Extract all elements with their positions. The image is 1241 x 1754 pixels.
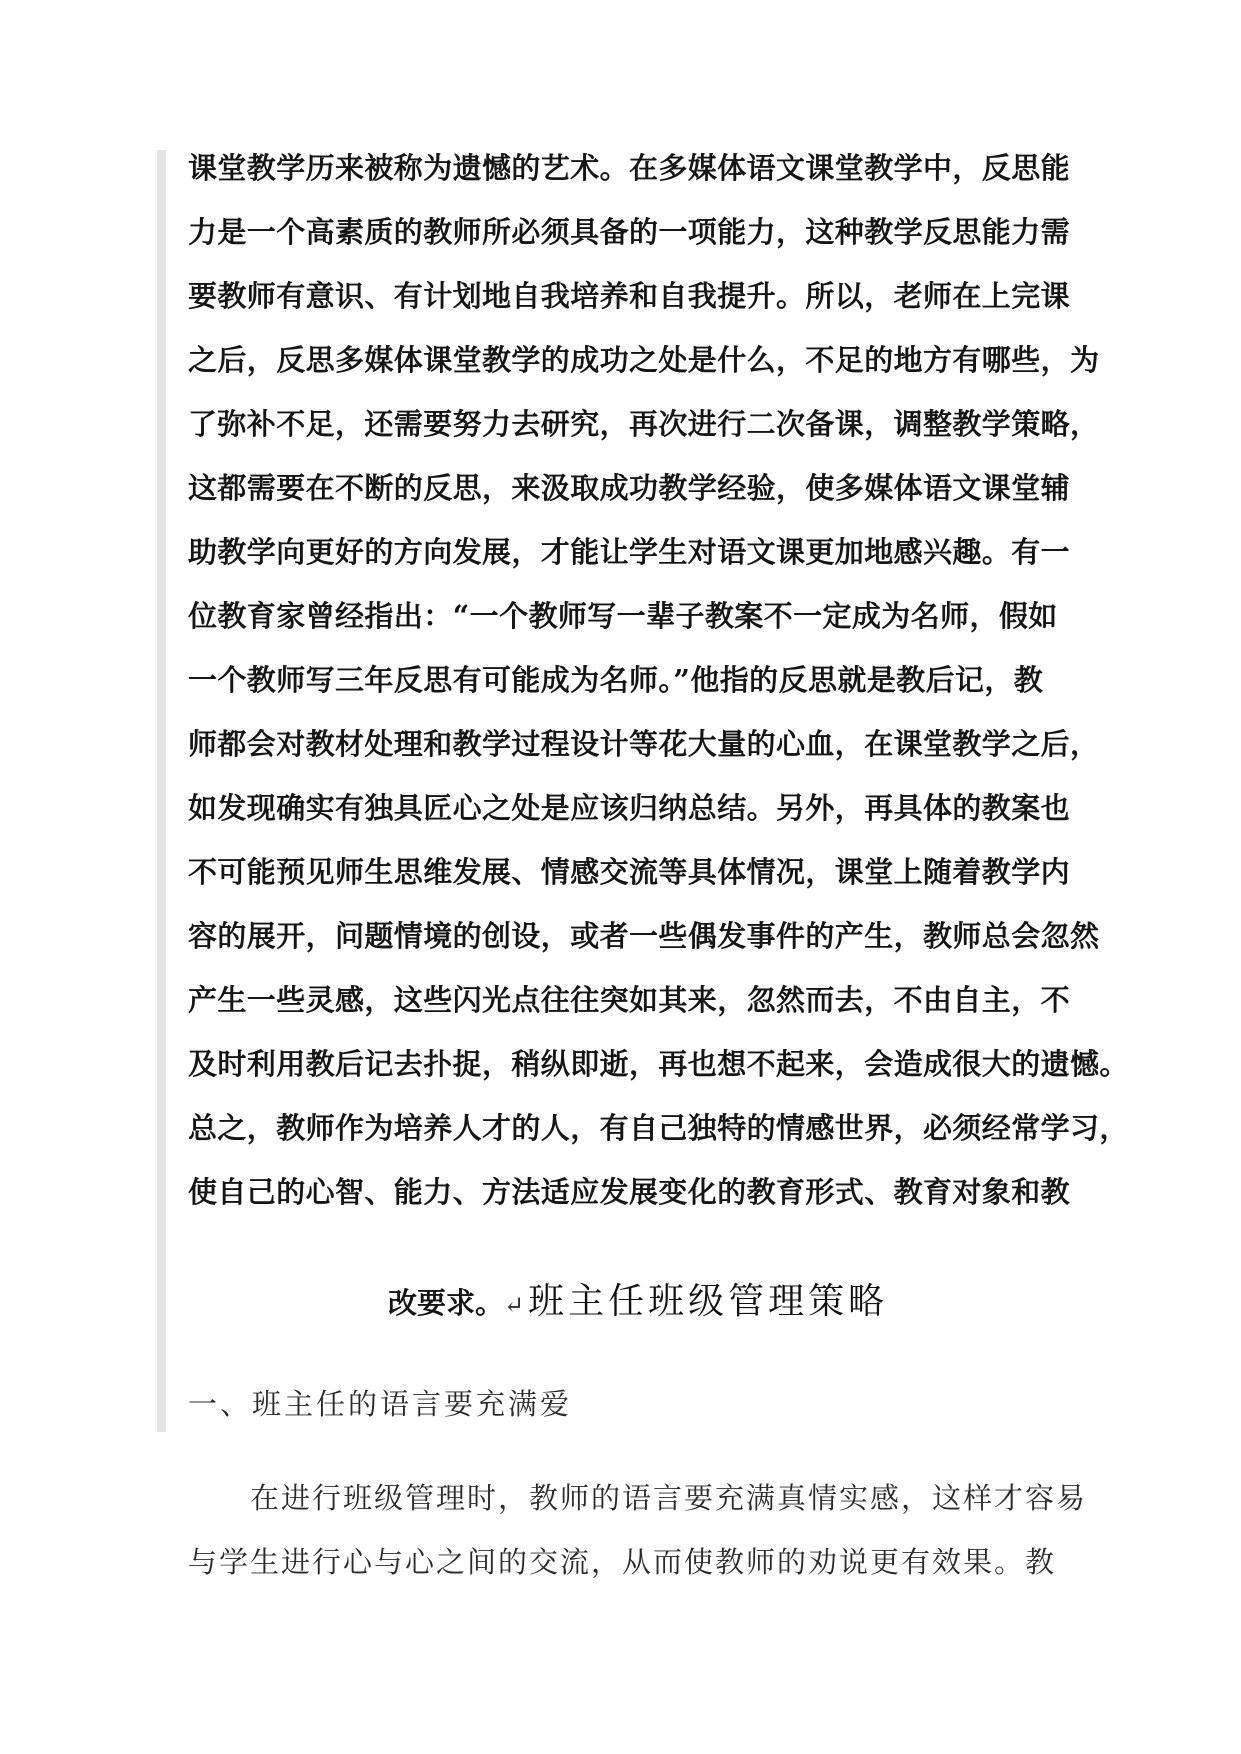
- paragraph-line-13: 容的展开，问题情境的创设，或者一些偶发事件的产生，教师总会忽然: [188, 919, 1100, 953]
- paragraph-line-17: 使自己的心智、能力、方法适应发展变化的教育形式、教育对象和教: [188, 1175, 1071, 1209]
- paragraph-line-11: 如发现确实有独具匠心之处是应该归纳总结。另外，再具体的教案也: [188, 791, 1071, 825]
- body-line-2: 与学生进行心与心之间的交流，从而使教师的劝说更有效果。教: [188, 1545, 1057, 1579]
- paragraph-line-4: 之后，反思多媒体课堂教学的成功之处是什么，不足的地方有哪些，为: [188, 343, 1100, 377]
- paragraph-line-1: 课堂教学历来被称为遗憾的艺术。在多媒体语文课堂教学中，反思能: [188, 151, 1071, 185]
- paragraph-line-7: 助教学向更好的方向发展，才能让学生对语文课更加地感兴趣。有一: [188, 535, 1071, 569]
- paragraph-line-6: 这都需要在不断的反思，来汲取成功教学经验，使多媒体语文课堂辅: [188, 471, 1071, 505]
- paragraph-line-9: 一个教师写三年反思有可能成为名师。”他指的反思就是教后记，教: [188, 663, 1044, 697]
- paragraph-line-15: 及时利用教后记去扑捉，稍纵即逝，再也想不起来，会造成很大的遗憾。: [188, 1047, 1129, 1081]
- paragraph-line-16: 总之，教师作为培养人才的人，有自己独特的情感世界，必须经常学习，: [188, 1111, 1129, 1145]
- left-margin-rule: [157, 150, 166, 1432]
- section-title: 班主任班级管理策略: [528, 1281, 889, 1322]
- body-line-1: 在进行班级管理时，教师的语言要充满真情实感，这样才容易: [188, 1481, 1088, 1515]
- paragraph-line-3: 要教师有意识、有计划地自我培养和自我提升。所以，老师在上完课: [188, 279, 1071, 313]
- paragraph-line-2: 力是一个高素质的教师所必须具备的一项能力，这种教学反思能力需: [188, 215, 1071, 249]
- paragraph-line-10: 师都会对教材处理和教学过程设计等花大量的心血，在课堂教学之后，: [188, 727, 1100, 761]
- paragraph-line-8: 位教育家曾经指出：“一个教师写一辈子教案不一定成为名师，假如: [188, 599, 1058, 633]
- closing-text: 改要求。: [388, 1286, 505, 1320]
- paragraph-line-5: 了弥补不足，还需要努力去研究，再次进行二次备课，调整教学策略，: [188, 407, 1100, 441]
- paragraph-line-14: 产生一些灵感，这些闪光点往往突如其来，忽然而去，不由自主，不: [188, 983, 1071, 1017]
- paragraph-line-12: 不可能预见师生思维发展、情感交流等具体情况，课堂上随着教学内: [188, 855, 1071, 889]
- paragraph-mark-icon: ↵: [504, 1291, 525, 1319]
- subheading: 一、班主任的语言要充满爱: [188, 1387, 573, 1421]
- closing-and-title-row: [388, 1280, 888, 1327]
